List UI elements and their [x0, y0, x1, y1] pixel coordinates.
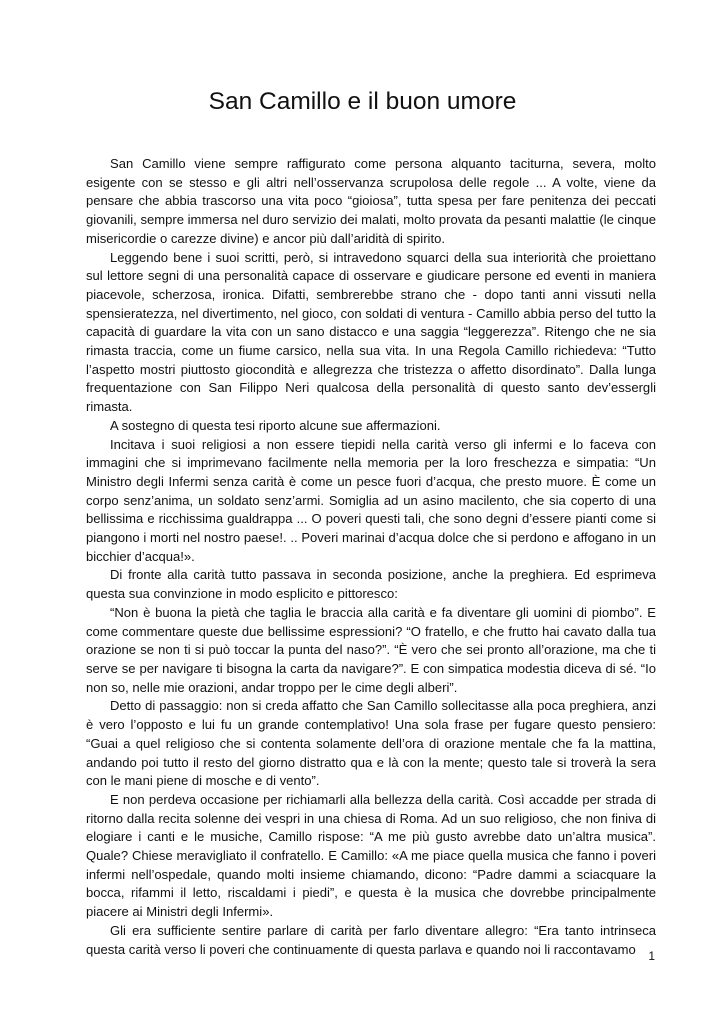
page-number: 1	[648, 949, 655, 963]
paragraph: A sostegno di questa tesi riporto alcune sue affermazioni.	[110, 417, 441, 433]
paragraph: Leggendo bene i suoi scritti, però, si intravedono squarci della sua interiorità che proiettano sul lettore segni di una personalità capace di osservare e giudicare persone ed eventi in maniera piacevole, scherzosa, ironica. Difatti, sembrerebbe strano che - dopo tanti anni vissuti nella spensieratezza, nel divertimento, nel gioco, con soldati di ventura - Camillo abbia perso del tutto la capacità di guardare la vita con un sano distacco e una saggia “leggerezza”. Ritengo che ne sia rimasta traccia, come un fiume carsico, nella sua vita. In una Regola Camillo richiedeva: “Tutto l’aspetto mostri piuttosto giocondità e allegrezza che tristezza o affetto disordinato”. Dalla lunga frequentazione con San Filippo Neri qualcosa della personalità di questo santo dev’essergli rimasta.	[86, 249, 656, 415]
paragraph: Detto di passaggio: non si creda affatto che San Camillo sollecitasse alla poca preghiera, anzi è vero l’opposto e lui fu un grande contemplativo! Una sola frase per fugare questo pensiero: “Guai a quel religioso che si contenta solamente dell’ora di orazione mentale che fa la mattina, andando poi tutto il resto del giorno distratto qua e là con la mente; questo tale si troverà la sera con le mani piene di mosche e di vento”.	[86, 698, 656, 789]
page-title: San Camillo e il buon umore	[208, 88, 517, 115]
document-body	[86, 155, 656, 959]
paragraph: Incitava i suoi religiosi a non essere tiepidi nella carità verso gli infermi e lo faceva con immagini che si imprimevano facilmente nella memoria per la loro freschezza e simpatia: “Un Ministro degli Infermi senza carità è come un pesce fuori d’acqua, che presto muore. È come un corpo senz’anima, un soldato senz’armi. Somiglia ad un asino macilento, che sia coperto di una bellissima e ricchissima gualdrappa ... O poveri questi tali, che sono degni d’essere pianti come si piangono i morti nel nostro paese!. .. Poveri marinai d’acqua dolce che si perdono e affogano in un bicchier d’acqua!».	[86, 436, 656, 564]
paragraph: San Camillo viene sempre raffigurato come persona alquanto taciturna, severa, molto esigente con se stesso e gli altri nell’osservanza scrupolosa delle regole ... A volte, viene da pensare che abbia trascorso una vita poco “gioiosa”, tutta spesa per fare penitenza dei peccati giovanili, sempre immersa nel duro servizio dei malati, molto provata da pesanti malattie (le cinque misericordie o carezze divine) e ancor più dall’aridità di spirito.	[86, 156, 656, 246]
paragraph: “Non è buona la pietà che taglia le braccia alla carità e fa diventare gli uomini di piombo”. E come commentare queste due bellissime espressioni? “O fratello, e che frutto hai cavato dalla tua orazione se non ti si può toccar la punta del naso?”. “È vero che sei pronto all’orazione, ma che ti serve se per navigare ti bisogna la carta da navigare?”. E con simpatica modestia diceva di sé. “Io non so, nelle mie orazioni, andar troppo per le cime degli alberi”.	[86, 604, 656, 695]
paragraph: Di fronte alla carità tutto passava in seconda posizione, anche la preghiera. Ed esprimeva questa sua convinzione in modo esplicito e pittoresco:	[86, 567, 656, 602]
paragraph: E non perdeva occasione per richiamarli alla bellezza della carità. Così accadde per strada di ritorno dalla recita solenne dei vespri in una chiesa di Roma. Ad un suo religioso, che non finiva di elogiare i canti e le musiche, Camillo rispose: “A me più gusto avrebbe dato un’altra musica”. Quale? Chiese meravigliato il confratello. E Camillo: «A me piace quella musica che fanno i poveri infermi nell’ospedale, quando molti insieme chiamando, dicono: “Padre dammi a sciacquare la bocca, rifammi il letto, riscaldami i piedi”, e questa è la musica che dovrebbe principalmente piacere ai Ministri degli Infermi».	[86, 791, 656, 920]
paragraph: Gli era sufficiente sentire parlare di carità per farlo diventare allegro: “Era tanto intrinseca questa carità verso li poveri che continuamente di questa parlava e quando noi li raccontavamo	[86, 922, 656, 957]
